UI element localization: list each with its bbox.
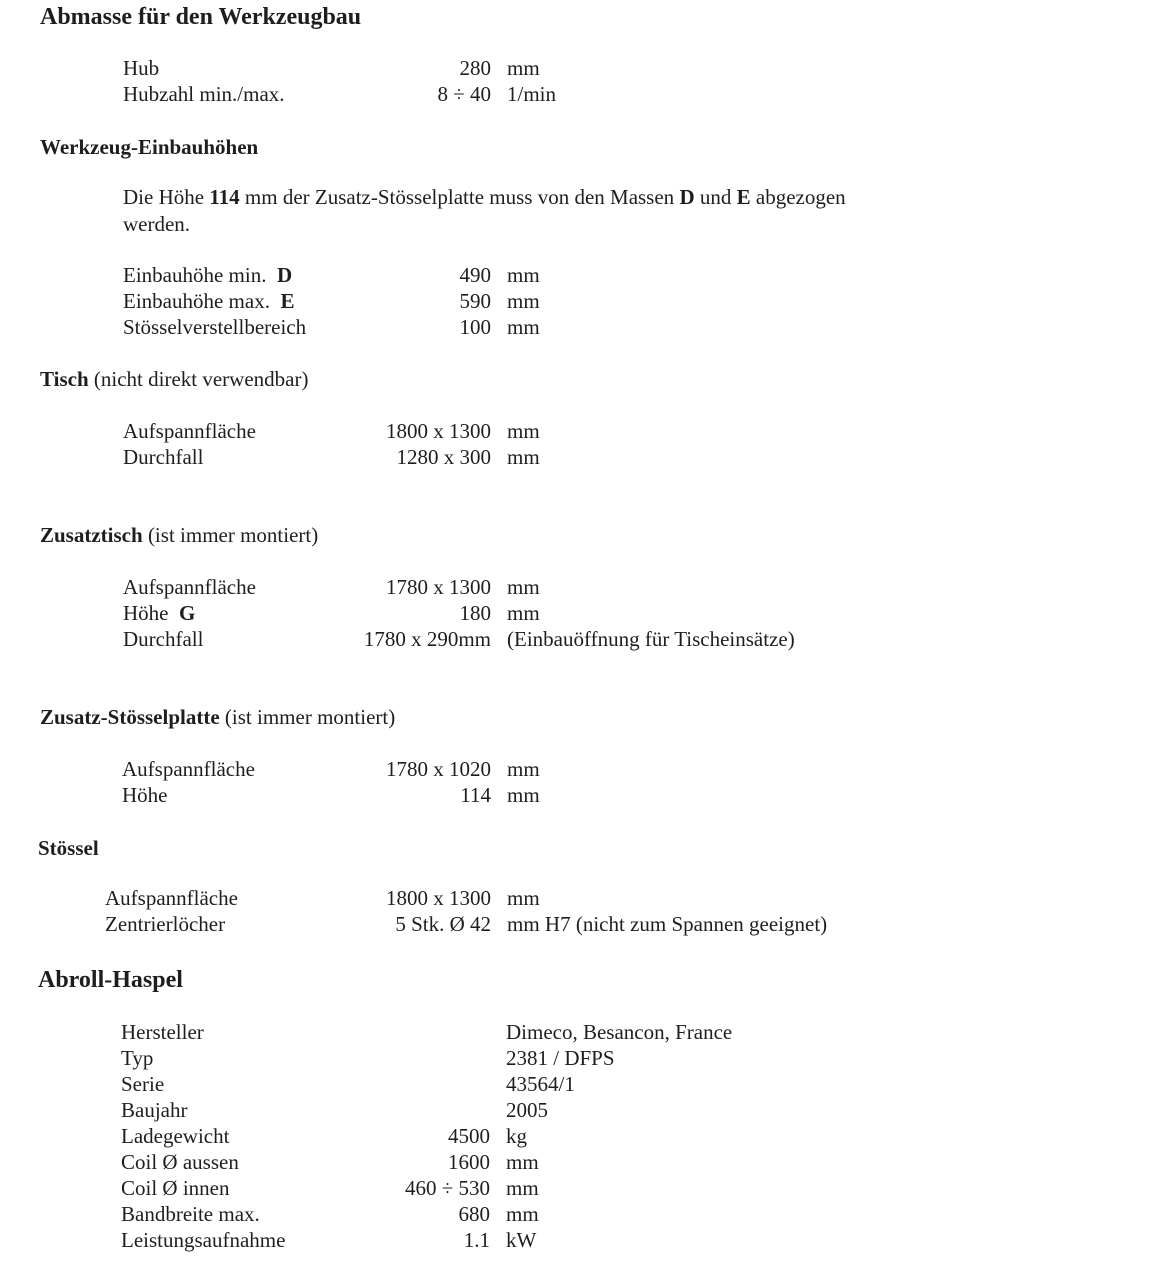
zusatztisch-row-value: 1780 x 1300 (386, 575, 491, 599)
zusatzstoessel-row-unit: mm (507, 757, 540, 781)
hub-label: Hub (123, 56, 160, 80)
zusatztisch-row-value: 1780 x 290mm (363, 627, 491, 651)
page-title: Abmasse für den Werkzeugbau (40, 4, 362, 30)
haspel-row-value: 1600 (448, 1150, 490, 1174)
haspel-row-unit: Dimeco, Besancon, France (506, 1020, 733, 1044)
haspel-row-label: Leistungsaufnahme (121, 1228, 286, 1252)
haspel-row-unit: 2381 / DFPS (506, 1046, 615, 1070)
haspel-row-unit: mm (506, 1202, 539, 1226)
hubzahl-label: Hubzahl min./max. (123, 82, 285, 106)
tisch-row-label: Durchfall (123, 445, 204, 469)
haspel-row-unit: mm (506, 1150, 539, 1174)
hubzahl-unit: 1/min (507, 82, 557, 106)
haspel-row-label: Serie (121, 1072, 165, 1096)
werkzeug-row-label: Stösselverstellbereich (123, 315, 307, 339)
haspel-row-label: Coil Ø innen (121, 1176, 230, 1200)
haspel-row-unit: 43564/1 (506, 1072, 575, 1096)
tisch-row-value: 1280 x 300 (396, 445, 491, 469)
haspel-row-value: 460 ÷ 530 (404, 1176, 490, 1200)
hubzahl-value: 8 ÷ 40 (437, 82, 491, 106)
section-heading-haspel: Abroll-Haspel (38, 967, 183, 993)
stoessel-row-value: 5 Stk. Ø 42 (395, 912, 491, 936)
werkzeug-note-line1: Die Höhe 114 mm der Zusatz-Stösselplatte muss von den Massen D und E abgezogen (123, 185, 846, 209)
werkzeug-note-line2: werden. (123, 212, 191, 236)
werkzeug-row-value: 490 (459, 263, 491, 287)
werkzeug-row-label: Einbauhöhe max. E (123, 289, 295, 313)
haspel-row-label: Hersteller (121, 1020, 204, 1044)
zusatzstoessel-row-value: 1780 x 1020 (386, 757, 491, 781)
hub-unit: mm (507, 56, 540, 80)
zusatztisch-row-label: Höhe G (123, 601, 196, 625)
hub-value: 280 (459, 56, 491, 80)
haspel-row-label: Typ (121, 1046, 154, 1070)
haspel-row-unit: 2005 (506, 1098, 548, 1122)
haspel-row-unit: kW (506, 1228, 537, 1252)
section-heading-werkzeug: Werkzeug-Einbauhöhen (40, 135, 259, 159)
haspel-row-label: Baujahr (121, 1098, 188, 1122)
zusatztisch-row-unit: mm (507, 575, 540, 599)
tisch-row-value: 1800 x 1300 (386, 419, 491, 443)
zusatzstoessel-row-unit: mm (507, 783, 540, 807)
werkzeug-row-value: 590 (459, 289, 491, 313)
haspel-row-value: 4500 (448, 1124, 490, 1148)
zusatztisch-row-label: Durchfall (123, 627, 204, 651)
haspel-row-value: 680 (458, 1202, 490, 1226)
zusatztisch-row-unit: mm (507, 601, 540, 625)
section-heading-zusatztisch: Zusatztisch (ist immer montiert) (40, 523, 319, 547)
haspel-row-unit: kg (506, 1124, 527, 1148)
stoessel-row-value: 1800 x 1300 (386, 886, 491, 910)
stoessel-row-unit: mm H7 (nicht zum Spannen geeignet) (507, 912, 828, 936)
haspel-row-label: Coil Ø aussen (121, 1150, 239, 1174)
werkzeug-row-label: Einbauhöhe min. D (123, 263, 293, 287)
stoessel-row-unit: mm (507, 886, 540, 910)
stoessel-row-label: Zentrierlöcher (105, 912, 226, 936)
werkzeug-row-unit: mm (507, 289, 540, 313)
section-heading-stoessel: Stössel (38, 836, 99, 860)
zusatzstoessel-row-label: Höhe (122, 783, 168, 807)
zusatztisch-row-label: Aufspannfläche (123, 575, 256, 599)
tisch-row-unit: mm (507, 419, 540, 443)
werkzeug-row-unit: mm (507, 315, 540, 339)
werkzeug-row-unit: mm (507, 263, 540, 287)
haspel-row-label: Ladegewicht (121, 1124, 230, 1148)
section-heading-zusatz-stoessel: Zusatz-Stösselplatte (ist immer montiert) (40, 705, 396, 729)
werkzeug-row-value: 100 (459, 315, 491, 339)
stoessel-row-label: Aufspannfläche (105, 886, 238, 910)
zusatzstoessel-row-value: 114 (460, 783, 491, 807)
zusatzstoessel-row-label: Aufspannfläche (122, 757, 255, 781)
haspel-row-unit: mm (506, 1176, 539, 1200)
tisch-row-label: Aufspannfläche (123, 419, 256, 443)
zusatztisch-row-unit: (Einbauöffnung für Tischeinsätze) (507, 627, 795, 651)
tisch-row-unit: mm (507, 445, 540, 469)
haspel-row-value: 1.1 (463, 1228, 490, 1252)
haspel-row-label: Bandbreite max. (121, 1202, 260, 1226)
zusatztisch-row-value: 180 (459, 601, 491, 625)
section-heading-tisch: Tisch (nicht direkt verwendbar) (40, 367, 309, 391)
